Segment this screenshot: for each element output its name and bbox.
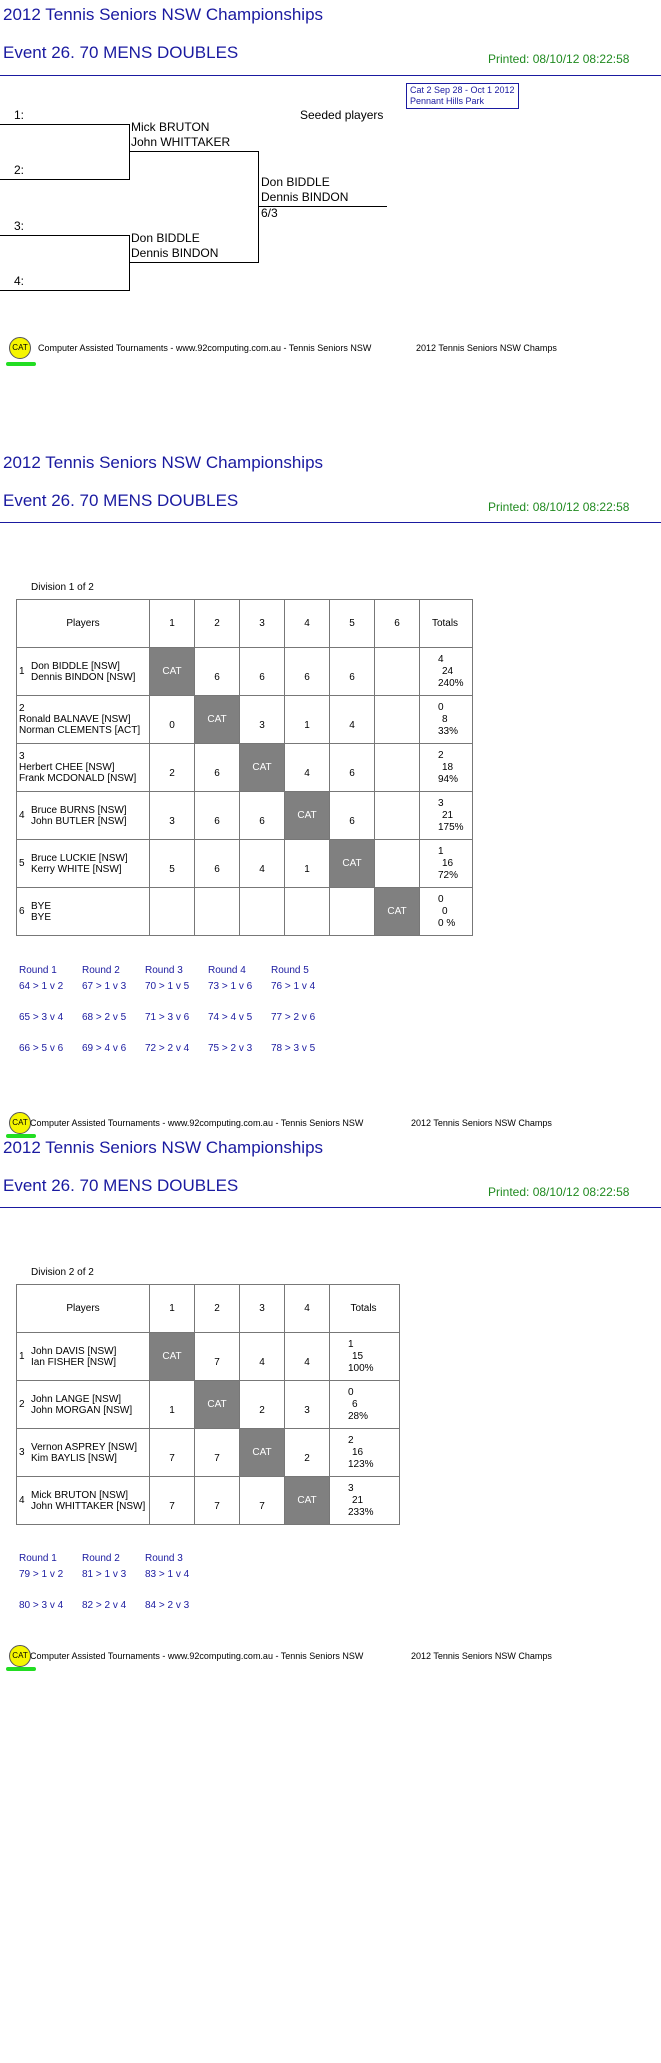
round-robin-table [16, 1284, 400, 1525]
player-name: John MORGAN [NSW] [31, 1404, 133, 1416]
header-rule [0, 75, 661, 76]
win-percentage: 175% [438, 821, 464, 833]
event-dates: Cat 2 Sep 28 - Oct 1 2012 [410, 85, 515, 95]
match-link[interactable]: 67 > 1 v 3 [82, 981, 127, 992]
matches-won: 1 [438, 845, 444, 857]
draw-line-label: 3: [14, 219, 25, 233]
player-name: John DAVIS [NSW] [31, 1345, 117, 1357]
round-label: Round 2 [82, 965, 120, 976]
table-header-row [17, 1285, 400, 1333]
draw-line [0, 290, 129, 291]
score-cell [330, 888, 375, 936]
header-rule [0, 1207, 661, 1208]
division-label: Division 2 of 2 [31, 1267, 94, 1278]
matches-won: 0 [438, 701, 444, 713]
event-venue: Pennant Hills Park [410, 96, 485, 106]
row-number: 5 [19, 858, 25, 869]
footer-right: 2012 Tennis Seniors NSW Champs [416, 343, 557, 353]
final-score: 6/3 [261, 206, 278, 220]
player-name: Don BIDDLE [261, 175, 330, 189]
row-number: 1 [19, 666, 25, 677]
cat-logo-icon: CAT [9, 337, 31, 359]
col-header-totals: Totals [330, 1285, 400, 1333]
score-cell: 6 [330, 648, 375, 696]
match-link[interactable]: 74 > 4 v 5 [208, 1012, 253, 1023]
footer-text: Computer Assisted Tournaments - www.92computing.com.au - Tennis Seniors NSW [30, 1118, 364, 1128]
match-link[interactable]: 78 > 3 v 5 [271, 1043, 316, 1054]
win-percentage: 100% [348, 1362, 374, 1374]
win-percentage: 33% [438, 725, 459, 737]
score-cell [375, 696, 420, 744]
player-cell [17, 840, 150, 888]
score-cell: 6 [195, 744, 240, 792]
table-row [17, 648, 473, 696]
footer-text: Computer Assisted Tournaments - www.92computing.com.au - Tennis Seniors NSW [30, 1651, 364, 1661]
games-won: 21 [352, 1494, 364, 1506]
event-title: Event 26. 70 MENS DOUBLES [3, 43, 239, 62]
division-label: Division 1 of 2 [31, 582, 94, 593]
win-percentage: 123% [348, 1458, 374, 1470]
player-name: John WHITTAKER [NSW] [31, 1500, 146, 1512]
draw-line-label: 4: [14, 274, 25, 288]
player-name: Bruce LUCKIE [NSW] [31, 852, 128, 864]
player-name: Dennis BINDON [131, 246, 219, 260]
match-link[interactable]: 69 > 4 v 6 [82, 1043, 127, 1054]
totals-cell [330, 1333, 400, 1381]
draw-line-label: 2: [14, 163, 25, 177]
player-name: John WHITTAKER [131, 135, 231, 149]
table-row [17, 888, 473, 936]
match-link[interactable]: 76 > 1 v 4 [271, 981, 316, 992]
games-won: 18 [442, 761, 454, 773]
self-match-cell: CAT [330, 840, 375, 888]
r2-team-1 [131, 120, 230, 150]
win-percentage: 94% [438, 773, 459, 785]
player-name: Ian FISHER [NSW] [31, 1356, 117, 1368]
totals-cell [420, 888, 473, 936]
games-won: 24 [442, 665, 454, 677]
player-cell [17, 888, 150, 936]
round-column [145, 965, 189, 1074]
player-name: Mick BRUTON [131, 120, 210, 134]
event-title: Event 26. 70 MENS DOUBLES [3, 1176, 239, 1195]
score-cell: 3 [240, 696, 285, 744]
score-cell: 4 [285, 1333, 330, 1381]
printed-timestamp: Printed: 08/10/12 08:22:58 [488, 1185, 630, 1199]
col-header-players: Players [17, 600, 150, 648]
score-cell [240, 888, 285, 936]
score-cell [375, 792, 420, 840]
match-link[interactable]: 84 > 2 v 3 [145, 1600, 190, 1611]
score-cell: 3 [285, 1381, 330, 1429]
totals-cell [420, 648, 473, 696]
matches-won: 0 [438, 893, 444, 905]
match-link[interactable]: 81 > 1 v 3 [82, 1569, 127, 1580]
cat-logo-icon: CAT [9, 1112, 31, 1134]
table-row [17, 1429, 400, 1477]
matches-won: 2 [438, 749, 444, 761]
col-header: 1 [150, 1285, 195, 1333]
score-cell: 0 [150, 696, 195, 744]
player-name: Kerry WHITE [NSW] [31, 863, 122, 875]
match-link[interactable]: 64 > 1 v 2 [19, 981, 64, 992]
self-match-cell: CAT [375, 888, 420, 936]
match-link[interactable]: 66 > 5 v 6 [19, 1043, 64, 1054]
player-cell [17, 648, 150, 696]
page-title: 2012 Tennis Seniors NSW Championships [3, 1138, 324, 1157]
col-header: 1 [150, 600, 195, 648]
table-row [17, 696, 473, 744]
draw-line [0, 235, 129, 236]
round-column [19, 1553, 63, 1631]
event-title: Event 26. 70 MENS DOUBLES [3, 491, 239, 510]
draw-line [129, 262, 258, 263]
match-link[interactable]: 80 > 3 v 4 [19, 1600, 64, 1611]
totals-cell [420, 792, 473, 840]
totals-cell [330, 1429, 400, 1477]
page-title: 2012 Tennis Seniors NSW Championships [3, 453, 324, 472]
footer-text: Computer Assisted Tournaments - www.92computing.com.au - Tennis Seniors NSW [38, 343, 372, 353]
score-cell [375, 648, 420, 696]
self-match-cell: CAT [195, 1381, 240, 1429]
match-link[interactable]: 70 > 1 v 5 [145, 981, 190, 992]
player-name: Dennis BINDON [NSW] [31, 671, 136, 683]
player-cell [17, 1477, 150, 1525]
table-row [17, 792, 473, 840]
games-won: 16 [352, 1446, 364, 1458]
score-cell [150, 888, 195, 936]
col-header-players: Players [17, 1285, 150, 1333]
score-cell: 3 [150, 792, 195, 840]
row-number: 1 [19, 1351, 25, 1362]
score-cell [375, 744, 420, 792]
score-cell: 6 [330, 792, 375, 840]
totals-cell [420, 744, 473, 792]
player-name: Herbert CHEE [NSW] [19, 762, 115, 774]
player-cell [17, 1333, 150, 1381]
self-match-cell: CAT [240, 1429, 285, 1477]
player-name: John BUTLER [NSW] [31, 815, 127, 827]
self-match-cell: CAT [240, 744, 285, 792]
totals-cell [420, 840, 473, 888]
printed-timestamp: Printed: 08/10/12 08:22:58 [488, 52, 630, 66]
round-column [19, 965, 63, 1074]
totals-cell [330, 1381, 400, 1429]
win-percentage: 72% [438, 869, 459, 881]
round-label: Round 4 [208, 965, 246, 976]
player-name: Bruce BURNS [NSW] [31, 804, 127, 816]
table-row [17, 840, 473, 888]
score-cell: 2 [240, 1381, 285, 1429]
player-name: BYE [31, 911, 52, 923]
row-number: 6 [19, 906, 25, 917]
self-match-cell: CAT [285, 792, 330, 840]
col-header: 4 [285, 600, 330, 648]
score-cell: 6 [195, 648, 240, 696]
player-name: John LANGE [NSW] [31, 1393, 122, 1405]
self-match-cell: CAT [285, 1477, 330, 1525]
round-label: Round 3 [145, 1553, 183, 1564]
games-won: 0 [442, 905, 448, 917]
score-cell: 5 [150, 840, 195, 888]
score-cell: 4 [285, 744, 330, 792]
final-team [261, 175, 348, 205]
score-cell: 4 [330, 696, 375, 744]
games-won: 21 [442, 809, 454, 821]
score-cell: 6 [285, 648, 330, 696]
score-cell: 7 [195, 1477, 240, 1525]
totals-cell [420, 696, 473, 744]
player-name: Norman CLEMENTS [ACT] [19, 725, 141, 737]
match-link[interactable]: 82 > 2 v 4 [82, 1600, 127, 1611]
score-cell: 2 [285, 1429, 330, 1477]
col-header-totals: Totals [420, 600, 473, 648]
row-number: 2 [19, 702, 25, 714]
footer-right: 2012 Tennis Seniors NSW Champs [411, 1651, 552, 1661]
round-column [208, 965, 252, 1074]
match-link[interactable]: 77 > 2 v 6 [271, 1012, 316, 1023]
bracket-connector [129, 235, 130, 291]
games-won: 6 [352, 1398, 358, 1410]
win-percentage: 233% [348, 1506, 374, 1518]
score-cell: 7 [240, 1477, 285, 1525]
round-column [271, 965, 315, 1074]
col-header: 2 [195, 1285, 240, 1333]
matches-won: 3 [348, 1482, 354, 1494]
table-row [17, 1381, 400, 1429]
cat-logo-icon: CAT [9, 1645, 31, 1667]
score-cell: 7 [195, 1333, 240, 1381]
round-label: Round 5 [271, 965, 309, 976]
round-column [145, 1553, 189, 1631]
player-cell [17, 792, 150, 840]
score-cell: 7 [150, 1429, 195, 1477]
row-number: 4 [19, 810, 25, 821]
table-row [17, 1333, 400, 1381]
row-number: 4 [19, 1495, 25, 1506]
win-percentage: 240% [438, 677, 464, 689]
self-match-cell: CAT [150, 648, 195, 696]
footer-right: 2012 Tennis Seniors NSW Champs [411, 1118, 552, 1128]
player-name: Dennis BINDON [261, 190, 349, 204]
round-label: Round 2 [82, 1553, 120, 1564]
totals-cell [330, 1477, 400, 1525]
match-link[interactable]: 72 > 2 v 4 [145, 1043, 190, 1054]
match-link[interactable]: 68 > 2 v 5 [82, 1012, 127, 1023]
col-header: 6 [375, 600, 420, 648]
cat-logo-bar [6, 362, 36, 366]
table-row [17, 744, 473, 792]
player-cell [17, 1429, 150, 1477]
player-name: Don BIDDLE [NSW] [31, 660, 120, 672]
round-label: Round 1 [19, 1553, 57, 1564]
matches-won: 1 [348, 1338, 354, 1350]
draw-line [0, 124, 129, 125]
score-cell: 6 [195, 840, 240, 888]
player-name: Mick BRUTON [NSW] [31, 1489, 129, 1501]
row-number: 2 [19, 1399, 25, 1410]
event-info-box [406, 83, 519, 109]
header-rule [0, 522, 661, 523]
match-link[interactable]: 73 > 1 v 6 [208, 981, 253, 992]
col-header: 4 [285, 1285, 330, 1333]
score-cell: 4 [240, 840, 285, 888]
row-number: 3 [19, 1447, 25, 1458]
score-cell: 7 [150, 1477, 195, 1525]
matches-won: 3 [438, 797, 444, 809]
player-cell [17, 696, 150, 744]
match-link[interactable]: 79 > 1 v 2 [19, 1569, 64, 1580]
self-match-cell: CAT [150, 1333, 195, 1381]
player-name: Vernon ASPREY [NSW] [31, 1441, 137, 1453]
matches-won: 0 [348, 1386, 354, 1398]
score-cell: 6 [240, 792, 285, 840]
games-won: 16 [442, 857, 454, 869]
score-cell: 6 [195, 792, 240, 840]
printed-timestamp: Printed: 08/10/12 08:22:58 [488, 500, 630, 514]
col-header: 3 [240, 1285, 285, 1333]
player-name: Don BIDDLE [131, 231, 200, 245]
page-title: 2012 Tennis Seniors NSW Championships [3, 5, 324, 24]
score-cell [285, 888, 330, 936]
score-cell: 1 [150, 1381, 195, 1429]
score-cell: 7 [195, 1429, 240, 1477]
matches-won: 4 [438, 653, 444, 665]
score-cell: 1 [285, 840, 330, 888]
score-cell: 1 [285, 696, 330, 744]
col-header: 5 [330, 600, 375, 648]
score-cell [195, 888, 240, 936]
table-header-row [17, 600, 473, 648]
player-name: BYE [31, 900, 52, 912]
seeded-players-label: Seeded players [300, 108, 384, 122]
self-match-cell: CAT [195, 696, 240, 744]
match-link[interactable]: 83 > 1 v 4 [145, 1569, 190, 1580]
round-label: Round 1 [19, 965, 57, 976]
col-header: 3 [240, 600, 285, 648]
player-cell [17, 1381, 150, 1429]
match-link[interactable]: 71 > 3 v 6 [145, 1012, 190, 1023]
win-percentage: 28% [348, 1410, 369, 1422]
bracket-connector [129, 124, 130, 180]
games-won: 15 [352, 1350, 364, 1362]
col-header: 2 [195, 600, 240, 648]
draw-line-label: 1: [14, 108, 25, 122]
win-percentage: 0 % [438, 917, 456, 929]
cat-logo-bar [6, 1667, 36, 1671]
games-won: 8 [442, 713, 448, 725]
score-cell: 6 [240, 648, 285, 696]
player-name: Frank MCDONALD [NSW] [19, 773, 137, 785]
bracket-connector [258, 151, 259, 263]
player-name: Ronald BALNAVE [NSW] [19, 714, 131, 726]
round-label: Round 3 [145, 965, 183, 976]
match-link[interactable]: 75 > 2 v 3 [208, 1043, 253, 1054]
score-cell [375, 840, 420, 888]
player-name: Kim BAYLIS [NSW] [31, 1452, 117, 1464]
round-robin-table [16, 599, 473, 936]
matches-won: 2 [348, 1434, 354, 1446]
score-cell: 6 [330, 744, 375, 792]
r2-team-2 [131, 231, 218, 261]
row-number: 3 [19, 750, 25, 762]
score-cell: 2 [150, 744, 195, 792]
round-column [82, 965, 126, 1074]
player-cell [17, 744, 150, 792]
match-link[interactable]: 65 > 3 v 4 [19, 1012, 64, 1023]
round-column [82, 1553, 126, 1631]
draw-line [0, 179, 129, 180]
score-cell: 4 [240, 1333, 285, 1381]
table-row [17, 1477, 400, 1525]
draw-line [129, 151, 258, 152]
